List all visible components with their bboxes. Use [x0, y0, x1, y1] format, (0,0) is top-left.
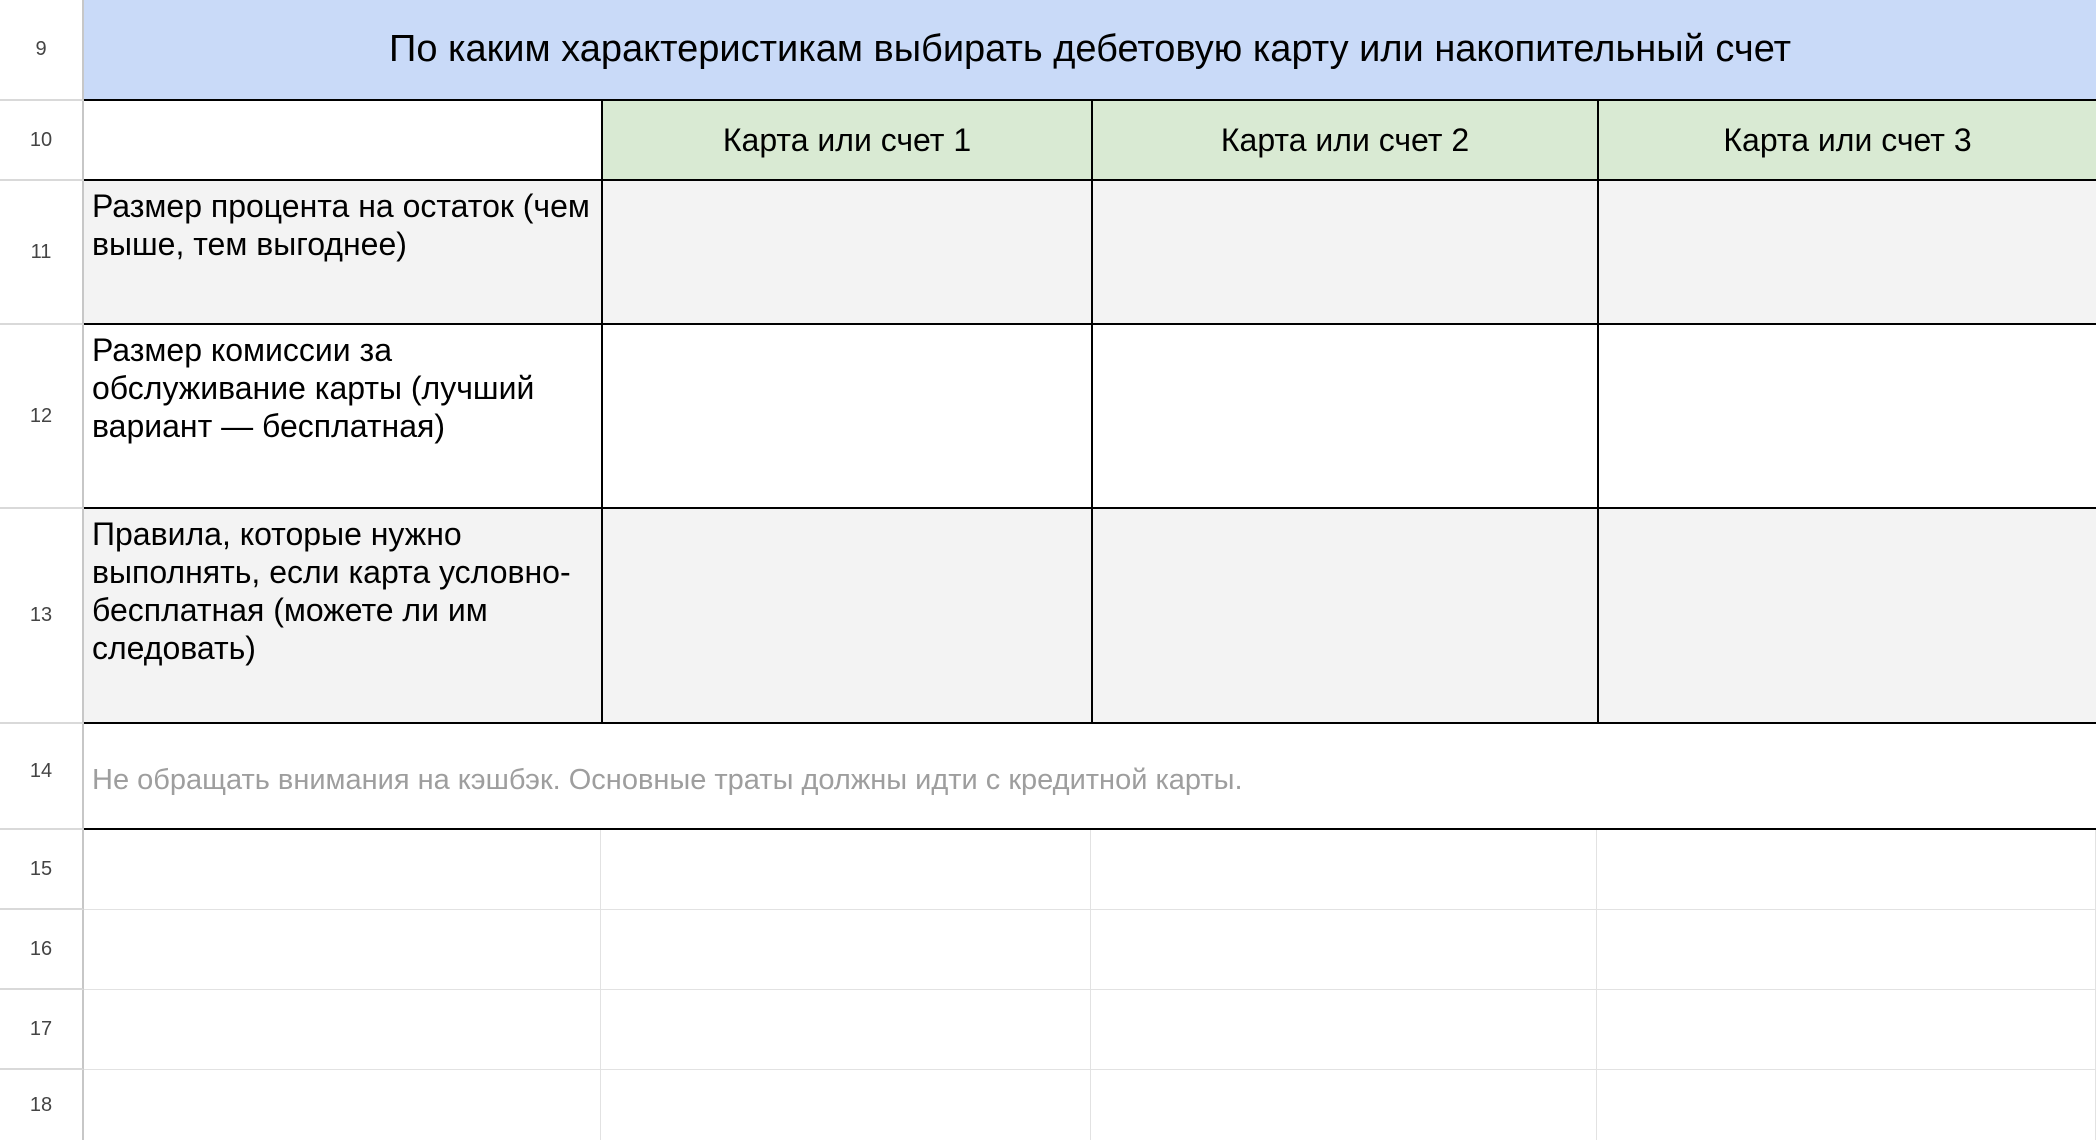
row-header-14[interactable]: 14 — [0, 724, 84, 830]
empty-cell[interactable] — [1091, 1070, 1597, 1140]
empty-cell[interactable] — [84, 830, 601, 910]
criterion-label: Размер процента на остаток (чем выше, тем выгоднее) — [92, 188, 590, 262]
row-header-10[interactable]: 10 — [0, 101, 84, 181]
title-cell[interactable] — [84, 0, 2096, 101]
value-cell[interactable] — [1597, 509, 2096, 724]
value-cell[interactable] — [1091, 325, 1597, 509]
row-header-12[interactable]: 12 — [0, 325, 84, 509]
criterion-cell-fee[interactable] — [84, 325, 601, 509]
header-blank-cell[interactable] — [84, 101, 601, 181]
value-cell[interactable] — [601, 181, 1091, 325]
empty-cell[interactable] — [601, 990, 1091, 1070]
empty-cell[interactable] — [601, 1070, 1091, 1140]
empty-cell[interactable] — [1597, 1070, 2096, 1140]
empty-cell[interactable] — [84, 910, 601, 990]
row-header-17[interactable]: 17 — [0, 990, 84, 1070]
row-header-11[interactable]: 11 — [0, 181, 84, 325]
empty-cell[interactable] — [1091, 990, 1597, 1070]
value-cell[interactable] — [601, 325, 1091, 509]
value-cell[interactable] — [601, 509, 1091, 724]
column-header-label: Карта или счет 2 — [1220, 121, 1470, 158]
empty-cell[interactable] — [84, 1070, 601, 1140]
value-cell[interactable] — [1091, 181, 1597, 325]
empty-cell[interactable] — [84, 990, 601, 1070]
criterion-cell-rules[interactable] — [84, 509, 601, 724]
row-header-16[interactable]: 16 — [0, 910, 84, 990]
column-header-label: Карта или счет 1 — [722, 121, 972, 158]
empty-cell[interactable] — [1597, 990, 2096, 1070]
criterion-cell-interest[interactable] — [84, 181, 601, 325]
value-cell[interactable] — [1597, 181, 2096, 325]
note-cell[interactable] — [84, 724, 2096, 830]
column-header-3[interactable] — [1597, 101, 2096, 181]
empty-cell[interactable] — [601, 830, 1091, 910]
value-cell[interactable] — [1091, 509, 1597, 724]
empty-cell[interactable] — [1091, 910, 1597, 990]
empty-cell[interactable] — [1597, 830, 2096, 910]
empty-cell[interactable] — [601, 910, 1091, 990]
empty-cell[interactable] — [1091, 830, 1597, 910]
row-header-15[interactable]: 15 — [0, 830, 84, 910]
criterion-label: Размер комиссии за обслуживание карты (лучший вариант — бесплатная) — [92, 332, 535, 444]
column-header-1[interactable] — [601, 101, 1091, 181]
value-cell[interactable] — [1597, 325, 2096, 509]
row-header-9[interactable]: 9 — [0, 0, 84, 101]
row-header-13[interactable]: 13 — [0, 509, 84, 724]
empty-cell[interactable] — [1597, 910, 2096, 990]
column-header-label: Карта или счет 3 — [1723, 121, 1972, 158]
title-text: По каким характеристикам выбирать дебетовую карту или накопительный счет — [389, 28, 1791, 70]
row-header-18[interactable]: 18 — [0, 1070, 84, 1140]
note-text: Не обращать внимания на кэшбэк. Основные траты должны идти с кредитной карты. — [92, 763, 1243, 796]
criterion-label: Правила, которые нужно выполнять, если карта условно-бесплатная (можете ли им следовать) — [92, 516, 571, 666]
column-header-2[interactable] — [1091, 101, 1597, 181]
